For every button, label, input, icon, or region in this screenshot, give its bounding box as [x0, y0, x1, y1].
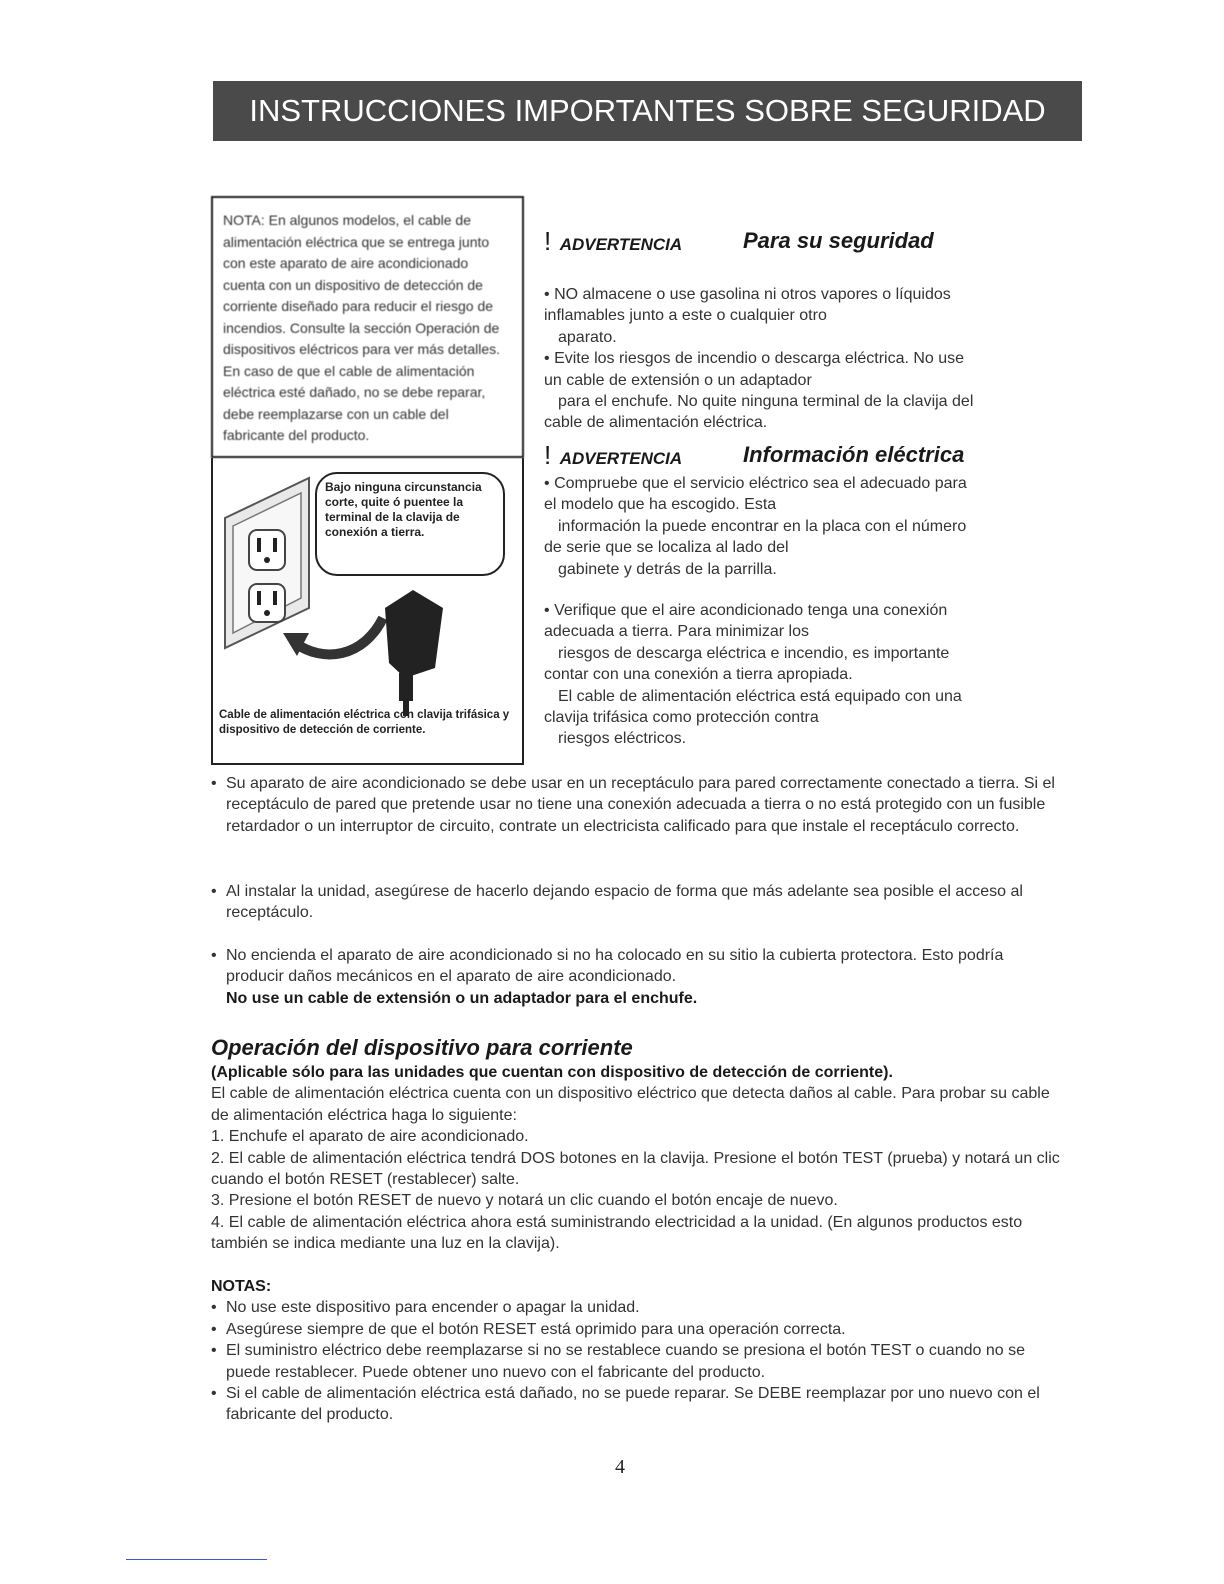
page-banner: [213, 81, 1082, 141]
bullet-cover: • No encienda el aparato de aire acondicionado si no ha colocado en su sitio la cubierta protectora. Esto podría producir daños mecánicos en el aparato de aire acondicionado. No use un cable de extensión o un adaptador para el enchufe.: [211, 947, 1004, 1007]
note-item: • Si el cable de alimentación eléctrica está dañado, no se puede reparar. Se DEBE reemplazar por uno nuevo con el fabricante del producto.: [211, 1385, 1040, 1424]
warning-title: Para su seguridad: [743, 228, 934, 253]
wall-outlet-icon: [225, 478, 309, 648]
warning-header-safety: [544, 226, 1044, 258]
arrow-icon: [295, 618, 383, 654]
note-item: • Asegúrese siempre de que el botón RESET está oprimido para una operación correcta.: [211, 1320, 846, 1338]
notes-section: [211, 1276, 1061, 1426]
operation-step: 4. El cable de alimentación eléctrica ahora está suministrando electricidad a la unidad. (En algunos productos esto también se indica mediante una luz en la clavija).: [211, 1213, 1023, 1253]
callout-bubble: [315, 472, 505, 576]
note-box: [211, 196, 524, 458]
bullet-grounding: • Su aparato de aire acondicionado se debe usar en un receptáculo para pared correctamente conectado a tierra. Si el receptáculo de pared que pretende usar no tiene una conexión adecuada a tierra o no está protegido con un fusible retardador o un interruptor de circuito, contrate un electricista calificado para que instale el receptáculo correcto.: [211, 775, 1055, 835]
illustration-caption: Cable de alimentación eléctrica con clavija trifásica y dispositivo de detección de corriente.: [219, 709, 510, 736]
plug-icon: [385, 590, 443, 716]
callout-text: Bajo ninguna circunstancia corte, quite ó puentee la terminal de la clavija de conexión a tierra.: [325, 480, 482, 539]
warning-mark: !: [544, 226, 552, 256]
operation-title: Operación del dispositivo para corriente: [211, 1035, 633, 1060]
note-item: • No use este dispositivo para encender o apagar la unidad.: [211, 1299, 640, 1317]
operation-subtitle: (Aplicable sólo para las unidades que cuentan con dispositivo de detección de corriente).: [211, 1064, 893, 1081]
page-number: 4: [615, 1456, 625, 1478]
warning-body-electrical: • Compruebe que el servicio eléctrico sea el adecuado para el modelo que ha escogido. Esta información la puede encontrar en la placa con el número de serie que se localiza al lado del gabinete y detrás de la parrilla. • Verifique que el aire acondicionado tenga una conexión adecuada a tierra. Para minimizar los riesgos de descarga eléctrica e incendio, es importante contar con una conexión a tierra apropiada. El cable de alimentación eléctrica está equipado con una clavija trifásica como protección contra riesgos eléctricos.: [544, 475, 967, 748]
operation-body: [211, 1062, 1061, 1255]
warning-label: ADVERTENCIA: [559, 449, 683, 468]
warning-title: Información eléctrica: [743, 442, 965, 467]
note-text: NOTA: En algunos modelos, el cable de alimentación eléctrica que se entrega junto con este aparato de aire acondicionado cuenta con un dispositivo de detección de corriente diseñado para reducir el riesgo de incendios. Consulte la sección Operación de dispositivos eléctricos para ver más detalles. En caso de que el cable de alimentación eléctrica esté dañado, no se debe reparar, debe reemplazarse con un cable del fabricante del producto.: [223, 212, 501, 443]
operation-step: 2. El cable de alimentación eléctrica tendrá DOS botones en la clavija. Presione el botón TEST (prueba) y notará un clic cuando el botón RESET (restablecer) salte.: [211, 1149, 1060, 1189]
illustration-box: [211, 458, 524, 765]
warning-header-electrical: [544, 440, 1044, 472]
operation-step: 3. Presione el botón RESET de nuevo y notará un clic cuando el botón encaje de nuevo.: [211, 1192, 838, 1210]
bullet-access: • Al instalar la unidad, asegúrese de hacerlo dejando espacio de forma que más adelante sea posible el acceso al receptáculo.: [211, 883, 1023, 922]
operation-intro: El cable de alimentación eléctrica cuenta con un dispositivo eléctrico que detecta daños al cable. Para probar su cable de alimentación eléctrica haga lo siguiente:: [211, 1085, 1050, 1124]
note-item: • El suministro eléctrico debe reemplazarse si no se restablece cuando se presiona el botón TEST o cuando no se puede restablecer. Puede obtener uno nuevo con el fabricante del producto.: [211, 1342, 1025, 1381]
operation-step: 1. Enchufe el aparato de aire acondicionado.: [211, 1128, 529, 1146]
banner-title: INSTRUCCIONES IMPORTANTES SOBRE SEGURIDAD: [249, 93, 1046, 128]
warning-label: ADVERTENCIA: [559, 235, 683, 254]
warning-mark: !: [544, 440, 552, 470]
footer-divider: [126, 1559, 267, 1560]
warning-body-safety: • NO almacene o use gasolina ni otros vapores o líquidos inflamables junto a este o cualquier otro aparato. • Evite los riesgos de incendio o descarga eléctrica. No use un cable de extensión o un adaptador para el enchufe. No quite ninguna terminal de la clavija del cable de alimentación eléctrica.: [544, 286, 974, 432]
notes-heading: NOTAS:: [211, 1278, 272, 1295]
